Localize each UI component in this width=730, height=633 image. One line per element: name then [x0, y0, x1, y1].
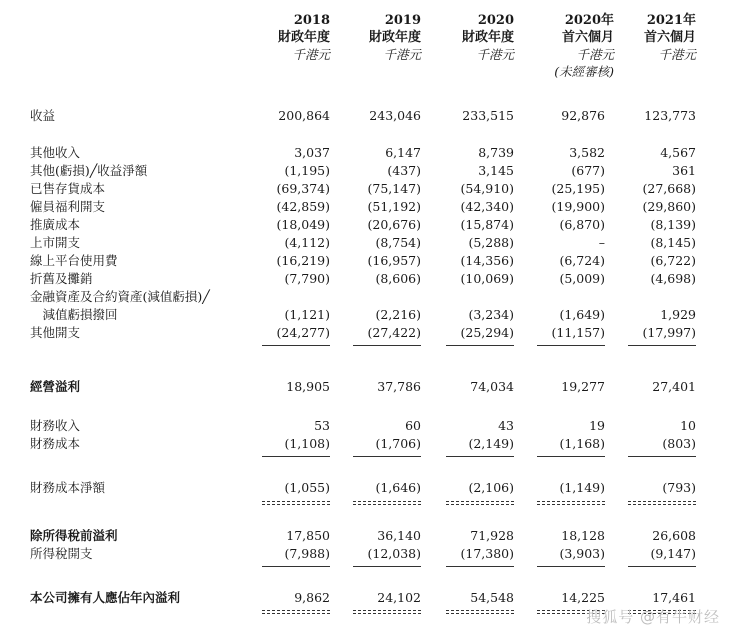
cell-value: (6,722) — [650, 253, 696, 268]
cell-value: 10 — [680, 418, 696, 433]
cell-value: 53 — [314, 418, 330, 433]
cell-value: 243,046 — [369, 108, 421, 123]
cell-value: (2,106) — [468, 480, 514, 495]
cell-value: (8,145) — [650, 235, 696, 250]
row-label: 其他(虧損)╱收益淨額 — [30, 163, 148, 178]
column-year: 2020年 — [564, 13, 614, 28]
cell-value: (42,859) — [276, 199, 330, 214]
total-rule — [353, 501, 421, 502]
table-row — [0, 324, 730, 342]
cell-value: 26,608 — [652, 528, 696, 543]
cell-value: 8,739 — [478, 145, 514, 160]
column-year: 2018 — [293, 13, 330, 28]
cell-value: (54,910) — [460, 181, 514, 196]
cell-value: (8,606) — [375, 271, 421, 286]
cell-value: (75,147) — [367, 181, 421, 196]
cell-value: 92,876 — [561, 108, 605, 123]
subtotal-rule — [353, 566, 421, 567]
column-period: 財政年度 — [461, 30, 514, 45]
cell-value: (10,069) — [460, 271, 514, 286]
cell-value: 36,140 — [377, 528, 421, 543]
table-row — [0, 545, 730, 563]
column-header-4 — [540, 12, 614, 80]
cell-value: (1,121) — [284, 307, 330, 322]
row-label: 其他收入 — [30, 145, 81, 160]
cell-value: 17,461 — [652, 590, 696, 605]
cell-value: 3,037 — [294, 145, 330, 160]
cell-value: 74,034 — [470, 379, 514, 394]
cell-value: (17,997) — [642, 325, 696, 340]
subtotal-rule — [353, 345, 421, 346]
row-label: 已售存貨成本 — [30, 181, 106, 196]
cell-value: 19,277 — [561, 379, 605, 394]
subtotal-rule — [537, 456, 605, 457]
cell-value: (12,038) — [367, 546, 421, 561]
total-rule — [262, 610, 330, 611]
total-rule — [262, 501, 330, 502]
subtotal-rule — [446, 345, 514, 346]
cell-value: (8,754) — [375, 235, 421, 250]
cell-value: (2,149) — [468, 436, 514, 451]
cell-value: 233,515 — [462, 108, 514, 123]
cell-value: (5,288) — [468, 235, 514, 250]
row-label: 除所得稅前溢利 — [30, 528, 118, 543]
cell-value: 14,225 — [561, 590, 605, 605]
cell-value: (677) — [571, 163, 605, 178]
row-label: 其他開支 — [30, 325, 81, 340]
row-label: 財務收入 — [30, 418, 81, 433]
cell-value: (1,646) — [375, 480, 421, 495]
table-row — [0, 234, 730, 252]
row-label: 減值虧損撥回 — [30, 307, 118, 322]
cell-value: (1,055) — [284, 480, 330, 495]
subtotal-rule — [446, 566, 514, 567]
cell-value: 54,548 — [470, 590, 514, 605]
table-row — [0, 252, 730, 270]
cell-value: (1,149) — [559, 480, 605, 495]
subtotal-rule — [628, 345, 696, 346]
table-row — [0, 216, 730, 234]
cell-value: 19 — [589, 418, 605, 433]
row-label: 折舊及攤銷 — [30, 271, 93, 286]
cell-value: (25,195) — [551, 181, 605, 196]
table-row — [0, 589, 730, 607]
cell-value: (803) — [662, 436, 696, 451]
cell-value: 27,401 — [652, 379, 696, 394]
row-label: 推廣成本 — [30, 217, 81, 232]
cell-value: 1,929 — [660, 307, 696, 322]
table-row — [0, 180, 730, 198]
watermark: 搜狐号 @有牛财经 — [586, 608, 720, 626]
cell-value: 43 — [498, 418, 514, 433]
subtotal-rule — [537, 566, 605, 567]
subtotal-rule — [537, 345, 605, 346]
table-row — [0, 378, 730, 396]
column-period: 財政年度 — [368, 30, 421, 45]
cell-value: (17,380) — [460, 546, 514, 561]
row-label: 本公司擁有人應佔年內溢利 — [30, 590, 181, 605]
cell-value: (19,900) — [551, 199, 605, 214]
cell-value: (2,216) — [375, 307, 421, 322]
cell-value: (6,870) — [559, 217, 605, 232]
subtotal-rule — [262, 345, 330, 346]
cell-value: (42,340) — [460, 199, 514, 214]
subtotal-rule — [628, 456, 696, 457]
cell-value: (69,374) — [276, 181, 330, 196]
total-rule — [537, 501, 605, 502]
cell-value: (9,147) — [650, 546, 696, 561]
total-rule — [537, 504, 605, 505]
cell-value: (1,108) — [284, 436, 330, 451]
cell-value: 60 — [405, 418, 421, 433]
row-label: 財務成本淨額 — [30, 480, 106, 495]
cell-value: (51,192) — [367, 199, 421, 214]
table-row — [0, 479, 730, 497]
row-label: 上市開支 — [30, 235, 81, 250]
cell-value: (437) — [387, 163, 421, 178]
cell-value: 18,905 — [286, 379, 330, 394]
cell-value: (16,957) — [367, 253, 421, 268]
total-rule — [628, 504, 696, 505]
row-label: 僱員福利開支 — [30, 199, 106, 214]
cell-value: (14,356) — [460, 253, 514, 268]
cell-value: (5,009) — [559, 271, 605, 286]
cell-value: (20,676) — [367, 217, 421, 232]
column-year: 2020 — [477, 13, 514, 28]
cell-value: 18,128 — [561, 528, 605, 543]
column-header-5 — [632, 12, 696, 63]
table-row — [0, 107, 730, 125]
cell-value: (1,195) — [284, 163, 330, 178]
cell-value: (6,724) — [559, 253, 605, 268]
row-label: 線上平台使用費 — [30, 253, 118, 268]
cell-value: (1,649) — [559, 307, 605, 322]
total-rule — [262, 613, 330, 614]
row-label: 經營溢利 — [30, 379, 81, 394]
cell-value: (793) — [662, 480, 696, 495]
table-row — [0, 288, 730, 306]
total-rule — [446, 613, 514, 614]
total-rule — [262, 504, 330, 505]
cell-value: (11,157) — [551, 325, 605, 340]
table-row — [0, 417, 730, 435]
table-row — [0, 527, 730, 545]
subtotal-rule — [262, 456, 330, 457]
total-rule — [353, 504, 421, 505]
cell-value: (7,988) — [284, 546, 330, 561]
cell-value: 123,773 — [644, 108, 696, 123]
total-rule — [353, 613, 421, 614]
cell-value: 9,862 — [294, 590, 330, 605]
cell-value: – — [598, 235, 605, 250]
table-row — [0, 306, 730, 324]
cell-value: (1,168) — [559, 436, 605, 451]
column-period: 首六個月 — [561, 30, 614, 45]
cell-value: (4,112) — [284, 235, 330, 250]
cell-value: (25,294) — [460, 325, 514, 340]
column-period: 財政年度 — [277, 30, 330, 45]
cell-value: (8,139) — [650, 217, 696, 232]
column-header-3 — [450, 12, 514, 63]
row-label: 金融資產及合約資產(減值虧損)╱ — [30, 289, 210, 304]
cell-value: (7,790) — [284, 271, 330, 286]
total-rule — [628, 501, 696, 502]
cell-value: 4,567 — [660, 145, 696, 160]
table-row — [0, 144, 730, 162]
column-year: 2019 — [384, 13, 421, 28]
cell-value: (29,860) — [642, 199, 696, 214]
column-unit: 千港元 — [292, 47, 330, 62]
cell-value: 37,786 — [377, 379, 421, 394]
cell-value: 6,147 — [385, 145, 421, 160]
total-rule — [446, 610, 514, 611]
table-row — [0, 435, 730, 453]
total-rule — [446, 501, 514, 502]
cell-value: (15,874) — [460, 217, 514, 232]
subtotal-rule — [353, 456, 421, 457]
table-row — [0, 162, 730, 180]
cell-value: (27,668) — [642, 181, 696, 196]
cell-value: (3,903) — [559, 546, 605, 561]
column-unit: 千港元 — [576, 47, 614, 62]
cell-value: (1,706) — [375, 436, 421, 451]
cell-value: 3,145 — [478, 163, 514, 178]
row-label: 財務成本 — [30, 436, 81, 451]
column-unit: 千港元 — [658, 47, 696, 62]
row-label: 收益 — [30, 108, 56, 123]
cell-value: (27,422) — [367, 325, 421, 340]
cell-value: (3,234) — [468, 307, 514, 322]
row-label: 所得稅開支 — [30, 546, 93, 561]
column-header-1 — [266, 12, 330, 63]
cell-value: 17,850 — [286, 528, 330, 543]
column-year: 2021年 — [646, 13, 696, 28]
subtotal-rule — [628, 566, 696, 567]
cell-value: (24,277) — [276, 325, 330, 340]
cell-value: 71,928 — [470, 528, 514, 543]
cell-value: (16,219) — [276, 253, 330, 268]
column-note: (未經審核) — [554, 64, 614, 79]
table-row — [0, 270, 730, 288]
cell-value: 3,582 — [569, 145, 605, 160]
total-rule — [353, 610, 421, 611]
cell-value: 361 — [672, 163, 696, 178]
column-unit: 千港元 — [383, 47, 421, 62]
cell-value: 200,864 — [278, 108, 330, 123]
cell-value: 24,102 — [377, 590, 421, 605]
table-row — [0, 198, 730, 216]
column-period: 首六個月 — [643, 30, 696, 45]
subtotal-rule — [446, 456, 514, 457]
total-rule — [446, 504, 514, 505]
column-header-2 — [357, 12, 421, 63]
column-unit: 千港元 — [476, 47, 514, 62]
subtotal-rule — [262, 566, 330, 567]
cell-value: (18,049) — [276, 217, 330, 232]
cell-value: (4,698) — [650, 271, 696, 286]
